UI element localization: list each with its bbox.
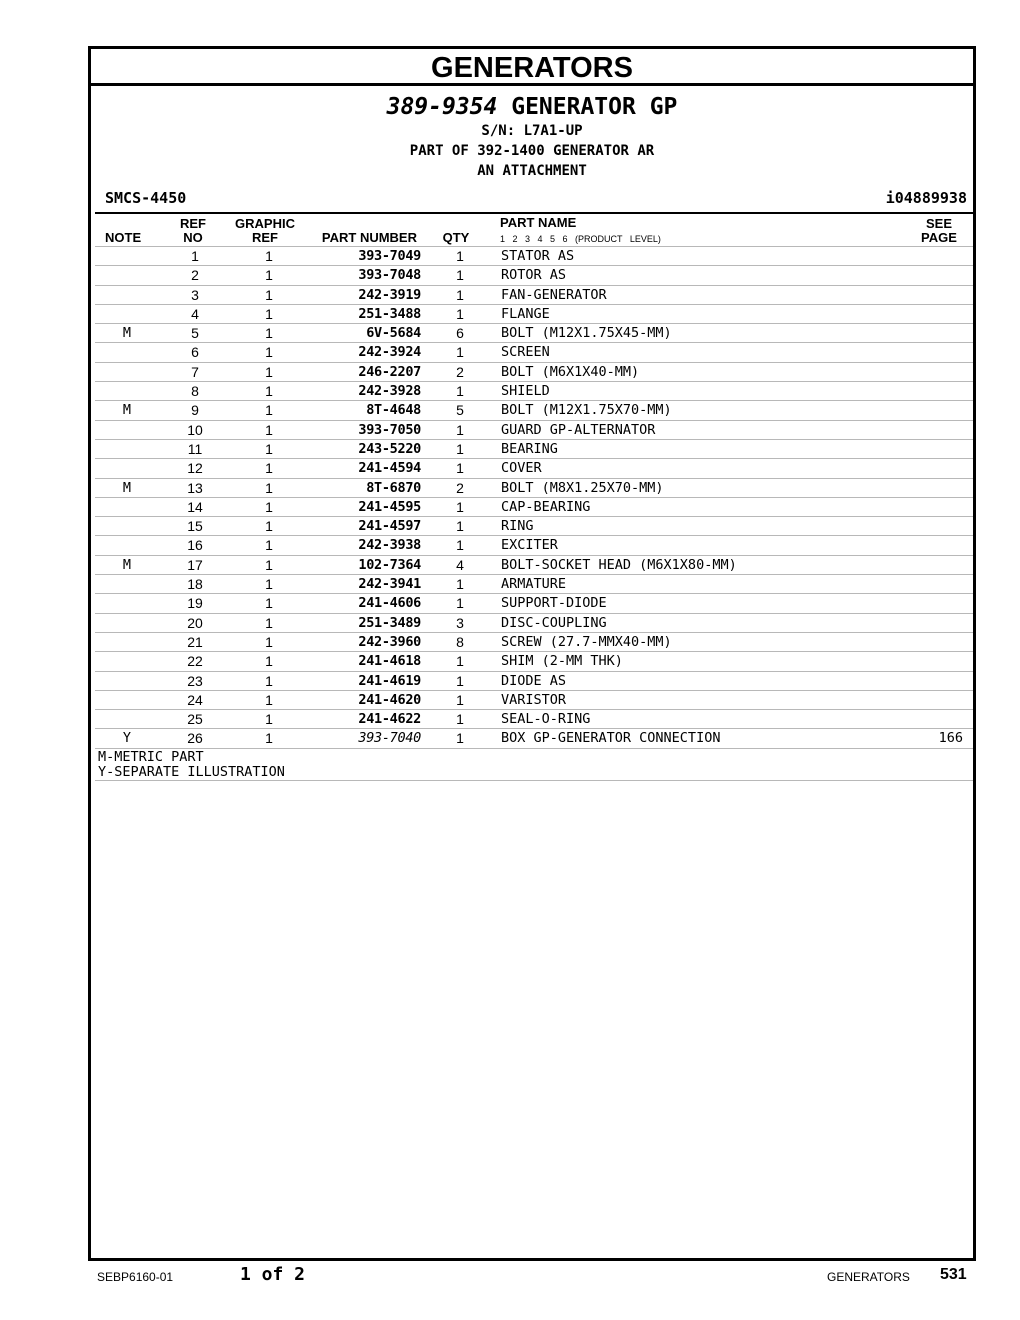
part-number-cell: 8T-6870 <box>366 479 421 496</box>
part-name-cell: BOLT-SOCKET HEAD (M6X1X80-MM) <box>501 556 737 573</box>
note-cell <box>119 672 135 690</box>
qty-cell: 2 <box>456 479 464 496</box>
note-cell <box>119 710 135 728</box>
graphic-ref-cell: 1 <box>265 498 273 515</box>
part-number-cell: 6V-5684 <box>366 325 421 342</box>
qty-cell: 1 <box>456 653 464 670</box>
part-name-cell: EXCITER <box>501 537 558 554</box>
ref-no-cell: 15 <box>187 518 203 535</box>
qty-cell: 2 <box>456 363 464 380</box>
see-page-cell <box>915 614 963 632</box>
qty-cell: 1 <box>456 421 464 438</box>
part-number-cell: 393-7050 <box>358 421 421 438</box>
ref-no-cell: 2 <box>191 267 199 284</box>
section-title: GENERATORS <box>91 49 973 86</box>
see-page-cell <box>915 305 963 323</box>
col-ref-bottom: NO <box>183 230 203 245</box>
col-see-top: SEE <box>925 216 952 231</box>
ref-no-cell: 26 <box>187 730 203 747</box>
note-cell: M <box>122 556 132 573</box>
serial-number: S/N: L7A1-UP <box>481 123 583 139</box>
table-row <box>95 613 973 632</box>
part-name-cell: BOX GP-GENERATOR CONNECTION <box>501 730 721 747</box>
graphic-ref-cell: 1 <box>265 402 273 419</box>
graphic-ref-cell: 1 <box>265 595 273 612</box>
ref-no-cell: 12 <box>187 460 203 477</box>
ref-no-cell: 19 <box>187 595 203 612</box>
note-cell <box>119 594 135 612</box>
note-cell <box>119 266 135 284</box>
parts-page-frame <box>88 46 976 1261</box>
table-row <box>95 632 973 651</box>
col-part-number: PART NUMBER <box>321 230 417 245</box>
table-row <box>95 497 973 516</box>
note-cell <box>119 286 135 304</box>
smcs-code: SMCS-4450 <box>105 189 187 207</box>
product-levels: 1 2 3 4 5 6 (PRODUCT LEVEL) <box>500 234 661 244</box>
part-name-cell: RING <box>501 518 534 535</box>
qty-cell: 1 <box>456 518 464 535</box>
part-name-cell: SCREW (27.7-MMX40-MM) <box>501 633 672 650</box>
table-row <box>95 671 973 690</box>
part-name-cell: ROTOR AS <box>501 267 567 284</box>
ref-no-cell: 14 <box>187 498 203 515</box>
graphic-ref-cell: 1 <box>265 440 273 457</box>
part-number-cell: 241-4618 <box>358 653 421 670</box>
graphic-ref-cell: 1 <box>265 363 273 380</box>
part-number-cell: 242-3928 <box>358 383 421 400</box>
table-row <box>95 323 973 342</box>
note-cell <box>119 343 135 361</box>
see-page-cell: 166 <box>938 730 963 747</box>
illustration-id: i04889938 <box>885 189 967 207</box>
note-cell <box>119 691 135 709</box>
graphic-ref-cell: 1 <box>265 305 273 322</box>
qty-cell: 1 <box>456 691 464 708</box>
graphic-ref-cell: 1 <box>265 730 273 747</box>
graphic-ref-cell: 1 <box>265 537 273 554</box>
part-name-cell: SCREEN <box>501 344 550 361</box>
note-cell: M <box>122 325 132 342</box>
see-page-cell <box>915 691 963 709</box>
ref-no-cell: 17 <box>187 556 203 573</box>
qty-cell: 1 <box>456 498 464 515</box>
part-name-cell: GUARD GP-ALTERNATOR <box>501 421 656 438</box>
part-name-cell: SUPPORT-DIODE <box>501 595 607 612</box>
group-number: 389-9354 <box>386 94 498 120</box>
ref-no-cell: 9 <box>191 402 199 419</box>
col-see-bottom: PAGE <box>921 230 957 245</box>
ref-no-cell: 25 <box>187 711 203 728</box>
note-cell <box>119 652 135 670</box>
part-number-cell: 242-3938 <box>358 537 421 554</box>
ref-no-cell: 1 <box>191 248 199 264</box>
table-row <box>95 728 973 747</box>
qty-cell: 1 <box>456 672 464 689</box>
note-cell <box>119 633 135 651</box>
page-of: 1 of 2 <box>240 1264 306 1285</box>
graphic-ref-cell: 1 <box>265 653 273 670</box>
parts-table <box>95 246 973 781</box>
note-cell <box>119 382 135 400</box>
part-number-cell: 393-7049 <box>358 248 421 264</box>
part-name-cell: BOLT (M6X1X40-MM) <box>501 363 640 380</box>
group-title <box>91 93 973 121</box>
qty-cell: 1 <box>456 383 464 400</box>
table-row <box>95 265 973 284</box>
qty-cell: 1 <box>456 305 464 322</box>
col-qty: QTY <box>442 230 470 245</box>
part-number-cell: 102-7364 <box>358 556 421 573</box>
part-name-cell: FLANGE <box>501 305 550 322</box>
graphic-ref-cell: 1 <box>265 711 273 728</box>
part-number-cell: 8T-4648 <box>366 402 421 419</box>
graphic-ref-cell: 1 <box>265 421 273 438</box>
part-number-cell: 251-3488 <box>358 305 421 322</box>
see-page-cell <box>915 459 963 477</box>
qty-cell: 1 <box>456 711 464 728</box>
col-note: NOTE <box>105 230 142 245</box>
table-row <box>95 593 973 612</box>
ref-no-cell: 23 <box>187 672 203 689</box>
see-page-cell <box>915 479 963 497</box>
qty-cell: 5 <box>456 402 464 419</box>
part-name-cell: STATOR AS <box>501 248 575 264</box>
part-name-cell: DISC-COUPLING <box>501 614 607 631</box>
ref-no-cell: 5 <box>191 325 199 342</box>
note-cell <box>119 498 135 516</box>
note-cell <box>119 247 135 265</box>
qty-cell: 1 <box>456 537 464 554</box>
note-cell <box>119 459 135 477</box>
part-name-cell: SEAL-O-RING <box>501 711 591 728</box>
see-page-cell <box>915 633 963 651</box>
see-page-cell <box>915 672 963 690</box>
part-number-cell: 246-2207 <box>358 363 421 380</box>
table-row <box>95 381 973 400</box>
table-row <box>95 690 973 709</box>
graphic-ref-cell: 1 <box>265 325 273 342</box>
header-divider <box>95 212 973 214</box>
qty-cell: 4 <box>456 556 464 573</box>
part-name-cell: BOLT (M12X1.75X45-MM) <box>501 325 672 342</box>
part-name-cell: COVER <box>501 460 542 477</box>
ref-no-cell: 21 <box>187 633 203 650</box>
see-page-cell <box>915 343 963 361</box>
note-cell <box>119 614 135 632</box>
part-of-line: PART OF 392-1400 GENERATOR AR <box>409 143 655 159</box>
qty-cell: 1 <box>456 730 464 747</box>
col-part-name: PART NAME <box>500 215 577 230</box>
part-number-cell: 242-3941 <box>358 576 421 593</box>
graphic-ref-cell: 1 <box>265 344 273 361</box>
attachment-line: AN ATTACHMENT <box>477 163 587 179</box>
graphic-ref-cell: 1 <box>265 383 273 400</box>
see-page-cell <box>915 401 963 419</box>
see-page-cell <box>915 710 963 728</box>
ref-no-cell: 22 <box>187 653 203 670</box>
group-name: GENERATOR GP <box>497 94 678 120</box>
ref-no-cell: 7 <box>191 363 199 380</box>
ref-no-cell: 18 <box>187 576 203 593</box>
col-graphic-top: GRAPHIC <box>235 216 295 231</box>
ref-no-cell: 4 <box>191 305 199 322</box>
see-page-cell <box>915 556 963 574</box>
part-number-cell: 241-4606 <box>358 595 421 612</box>
part-name-cell: SHIELD <box>501 383 550 400</box>
part-number-cell: 241-4622 <box>358 711 421 728</box>
note-cell <box>119 575 135 593</box>
table-row <box>95 574 973 593</box>
footer-section: GENERATORS <box>827 1270 910 1284</box>
note-cell <box>119 363 135 381</box>
part-number-cell: 241-4595 <box>358 498 421 515</box>
graphic-ref-cell: 1 <box>265 479 273 496</box>
see-page-cell <box>915 517 963 535</box>
table-row <box>95 400 973 419</box>
qty-cell: 6 <box>456 325 464 342</box>
table-row <box>95 362 973 381</box>
qty-cell: 3 <box>456 614 464 631</box>
ref-no-cell: 20 <box>187 614 203 631</box>
table-row <box>95 516 973 535</box>
graphic-ref-cell: 1 <box>265 633 273 650</box>
part-number-cell: 242-3919 <box>358 286 421 303</box>
qty-cell: 1 <box>456 344 464 361</box>
graphic-ref-cell: 1 <box>265 614 273 631</box>
see-page-cell <box>915 247 963 265</box>
table-row <box>95 709 973 728</box>
ref-no-cell: 6 <box>191 344 199 361</box>
qty-cell: 1 <box>456 286 464 303</box>
table-row <box>95 285 973 304</box>
note-cell <box>119 421 135 439</box>
col-graphic-bottom: REF <box>252 230 278 245</box>
see-page-cell <box>915 652 963 670</box>
graphic-ref-cell: 1 <box>265 556 273 573</box>
note-cell: M <box>122 402 132 419</box>
qty-cell: 1 <box>456 595 464 612</box>
note-cell: Y <box>122 730 132 747</box>
part-name-cell: ARMATURE <box>501 576 567 593</box>
note-line: Y-SEPARATE ILLUSTRATION <box>98 763 285 780</box>
table-row <box>95 535 973 554</box>
note-line: M-METRIC PART <box>98 748 204 765</box>
qty-cell: 1 <box>456 248 464 264</box>
table-row <box>95 342 973 361</box>
graphic-ref-cell: 1 <box>265 518 273 535</box>
graphic-ref-cell: 1 <box>265 672 273 689</box>
see-page-cell <box>915 363 963 381</box>
see-page-cell <box>915 421 963 439</box>
graphic-ref-cell: 1 <box>265 576 273 593</box>
part-number-cell: 241-4619 <box>358 672 421 689</box>
graphic-ref-cell: 1 <box>265 267 273 284</box>
part-name-cell: BOLT (M12X1.75X70-MM) <box>501 402 672 419</box>
see-page-cell <box>915 440 963 458</box>
graphic-ref-cell: 1 <box>265 460 273 477</box>
note-cell <box>119 536 135 554</box>
part-name-cell: SHIM (2-MM THK) <box>501 653 623 670</box>
table-row <box>95 439 973 458</box>
part-name-cell: VARISTOR <box>501 691 567 708</box>
ref-no-cell: 10 <box>187 421 203 438</box>
part-name-cell: FAN-GENERATOR <box>501 286 607 303</box>
ref-no-cell: 3 <box>191 286 199 303</box>
see-page-cell <box>915 324 963 342</box>
part-number-cell: 242-3960 <box>358 633 421 650</box>
see-page-cell <box>915 575 963 593</box>
part-number-cell: 241-4597 <box>358 518 421 535</box>
part-name-cell: BEARING <box>501 440 558 457</box>
table-row <box>95 246 973 265</box>
note-cell <box>119 305 135 323</box>
part-number-cell: 251-3489 <box>358 614 421 631</box>
note-cell <box>119 440 135 458</box>
part-number-cell: 241-4594 <box>358 460 421 477</box>
qty-cell: 1 <box>456 460 464 477</box>
see-page-cell <box>915 382 963 400</box>
part-name-cell: DIODE AS <box>501 672 567 689</box>
table-row <box>95 651 973 670</box>
see-page-cell <box>915 536 963 554</box>
table-row <box>95 458 973 477</box>
part-name-cell: CAP-BEARING <box>501 498 591 515</box>
qty-cell: 1 <box>456 267 464 284</box>
see-page-cell <box>915 286 963 304</box>
notes-block <box>95 748 973 781</box>
page-number: 531 <box>940 1266 967 1283</box>
part-number-cell: 242-3924 <box>358 344 421 361</box>
part-number-cell: 241-4620 <box>358 691 421 708</box>
part-number-cell: 393-7048 <box>358 267 421 284</box>
table-row <box>95 555 973 574</box>
table-row <box>95 478 973 497</box>
ref-no-cell: 13 <box>187 479 203 496</box>
graphic-ref-cell: 1 <box>265 691 273 708</box>
ref-no-cell: 11 <box>187 440 203 457</box>
ref-no-cell: 16 <box>187 537 203 554</box>
see-page-cell <box>915 594 963 612</box>
table-row <box>95 420 973 439</box>
graphic-ref-cell: 1 <box>265 286 273 303</box>
note-cell: M <box>122 479 132 496</box>
note-cell <box>119 517 135 535</box>
graphic-ref-cell: 1 <box>265 248 273 264</box>
doc-number: SEBP6160-01 <box>97 1270 174 1284</box>
ref-no-cell: 8 <box>191 383 199 400</box>
qty-cell: 1 <box>456 440 464 457</box>
see-page-cell <box>915 498 963 516</box>
part-number-cell: 393-7040 <box>358 730 421 747</box>
part-name-cell: BOLT (M8X1.25X70-MM) <box>501 479 664 496</box>
see-page-cell <box>915 266 963 284</box>
part-number-cell: 243-5220 <box>358 440 421 457</box>
col-ref-top: REF <box>180 216 206 231</box>
qty-cell: 8 <box>456 633 464 650</box>
ref-no-cell: 24 <box>187 691 203 708</box>
qty-cell: 1 <box>456 576 464 593</box>
table-row <box>95 304 973 323</box>
